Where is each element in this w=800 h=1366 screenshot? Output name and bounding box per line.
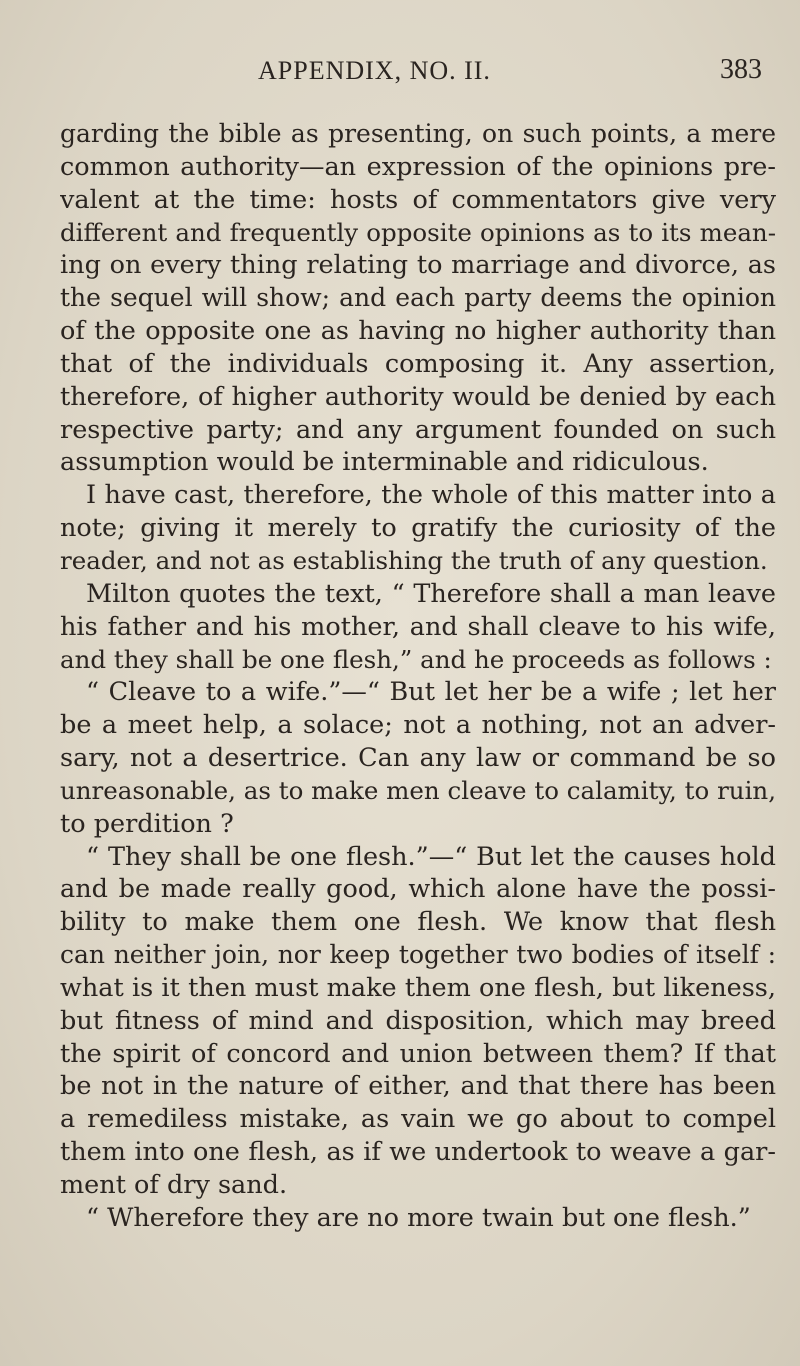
text-line: garding the bible as presenting, on such points, a mere	[60, 119, 776, 148]
text-line: the spirit of concord and union between them? If that	[60, 1038, 776, 1069]
text-line: the sequel will show; and each party deems the opinion	[60, 283, 776, 313]
running-head	[0, 56, 800, 96]
page-number: 383	[720, 54, 762, 85]
text-line: unreasonable, as to make men cleave to calamity, to ruin,	[60, 775, 776, 805]
text-line: bility to make them one flesh. We know that flesh	[60, 907, 776, 938]
paragraph	[60, 479, 776, 578]
text-line: I have cast, therefore, the whole of this matter into a	[86, 480, 776, 511]
text-line: and be made really good, which alone have the possi-	[60, 874, 776, 905]
running-title: APPENDIX, NO. II.	[258, 56, 491, 85]
text-line: that of the individuals composing it. Any assertion,	[60, 348, 776, 379]
text-line: note; giving it merely to gratify the curiosity of the	[60, 513, 776, 544]
text-line: “ Wherefore they are no more twain but one flesh.”	[86, 1202, 751, 1233]
text-line: to perdition ?	[60, 808, 234, 839]
text-line: and they shall be one flesh,” and he proceeds as follows :	[60, 644, 772, 674]
text-line: them into one flesh, as if we undertook to weave a gar-	[60, 1137, 776, 1168]
text-line: therefore, of higher authority would be denied by each	[60, 381, 776, 412]
paragraph	[60, 676, 776, 840]
text-line: “ They shall be one flesh.”—“ But let the causes hold	[86, 841, 776, 872]
paragraph	[60, 841, 776, 1202]
text-line: his father and his mother, and shall cleave to his wife,	[60, 611, 776, 642]
body-text	[60, 118, 776, 1235]
text-line: ment of dry sand.	[60, 1170, 288, 1200]
paragraph	[60, 578, 776, 677]
text-line: assumption would be interminable and ridiculous.	[60, 447, 709, 478]
text-line: respective party; and any argument founded on such	[60, 414, 776, 445]
text-line: sary, not a desertrice. Can any law or command be so	[60, 743, 776, 774]
paragraph	[60, 118, 776, 479]
text-line: valent at the time: hosts of commentators give very	[60, 184, 776, 215]
text-line: be a meet help, a solace; not a nothing, not an adver-	[60, 710, 776, 741]
text-line: of the opposite one as having no higher authority than	[60, 316, 776, 347]
text-line: ing on every thing relating to marriage and divorce, as	[60, 250, 776, 281]
text-line: common authority—an expression of the opinions pre-	[60, 151, 776, 182]
text-line: be not in the nature of either, and that there has been	[60, 1071, 776, 1102]
text-line: but fitness of mind and disposition, which may breed	[60, 1005, 776, 1036]
text-line: Milton quotes the text, “ Therefore shall a man leave	[86, 578, 776, 609]
text-line: reader, and not as establishing the truth of any question.	[60, 545, 768, 575]
text-line: what is it then must make them one flesh, but likeness,	[60, 972, 776, 1003]
text-line: a remediless mistake, as vain we go about to compel	[60, 1104, 776, 1135]
text-line: can neither join, nor keep together two bodies of itself :	[60, 940, 776, 970]
text-line: different and frequently opposite opinions as to its mean-	[60, 217, 776, 247]
text-line: “ Cleave to a wife.”—“ But let her be a wife ; let her	[86, 677, 776, 708]
paragraph	[60, 1202, 776, 1235]
